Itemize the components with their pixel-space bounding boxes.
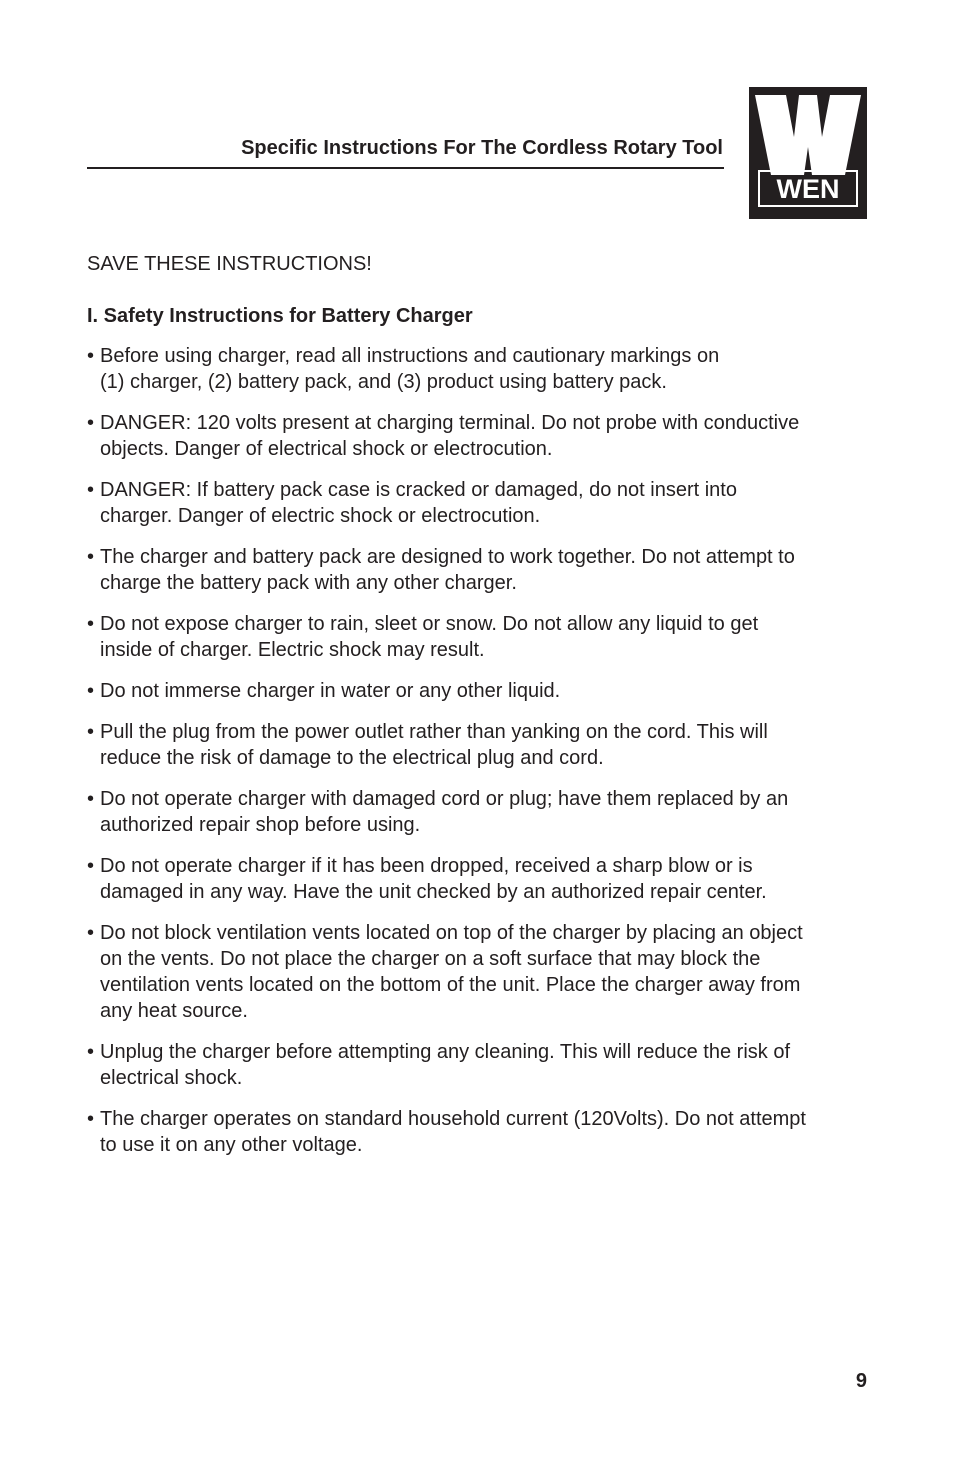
page-number: 9 (855, 1370, 867, 1392)
list-item: • The charger operates on standard household current (120Volts). Do not attempt to use it on any other voltage. (87, 1106, 887, 1158)
list-item: • DANGER: 120 volts present at charging terminal. Do not probe with conductive objects. Danger of electrical shock or electrocution. (87, 410, 887, 462)
list-item: • Do not immerse charger in water or any other liquid. (87, 678, 887, 704)
header-divider (87, 167, 724, 169)
wen-logo (749, 87, 867, 219)
logo-text: WEN (776, 174, 840, 204)
list-item: • Do not expose charger to rain, sleet or snow. Do not allow any liquid to get inside of charger. Electric shock may result. (87, 611, 887, 663)
list-item: • Before using charger, read all instructions and cautionary markings on (1) charger, (2) battery pack, and (3) product using battery pack. (87, 343, 887, 395)
safety-instructions-list (87, 343, 887, 1173)
list-item: • Unplug the charger before attempting any cleaning. This will reduce the risk of electrical shock. (87, 1039, 887, 1091)
list-item: • The charger and battery pack are designed to work together. Do not attempt to charge the battery pack with any other charger. (87, 544, 887, 596)
list-item: • Do not operate charger with damaged cord or plug; have them replaced by an authorized repair shop before using. (87, 786, 887, 838)
list-item: • Pull the plug from the power outlet rather than yanking on the cord. This will reduce the risk of damage to the electrical plug and cord. (87, 719, 887, 771)
list-item: • Do not block ventilation vents located on top of the charger by placing an object on the vents. Do not place the charger on a soft surface that may block the ventilation vents located on the bottom of the unit. Place the charger away from any heat source. (87, 920, 887, 1024)
list-item: • DANGER: If battery pack case is cracked or damaged, do not insert into charger. Danger of electric shock or electrocution. (87, 477, 887, 529)
save-instructions-notice: SAVE THESE INSTRUCTIONS! (87, 253, 372, 275)
list-item: • Do not operate charger if it has been dropped, received a sharp blow or is damaged in any way. Have the unit checked by an authorized repair center. (87, 853, 887, 905)
section-heading: I. Safety Instructions for Battery Charger (87, 305, 473, 327)
page-header-title: Specific Instructions For The Cordless Rotary Tool (241, 137, 723, 159)
